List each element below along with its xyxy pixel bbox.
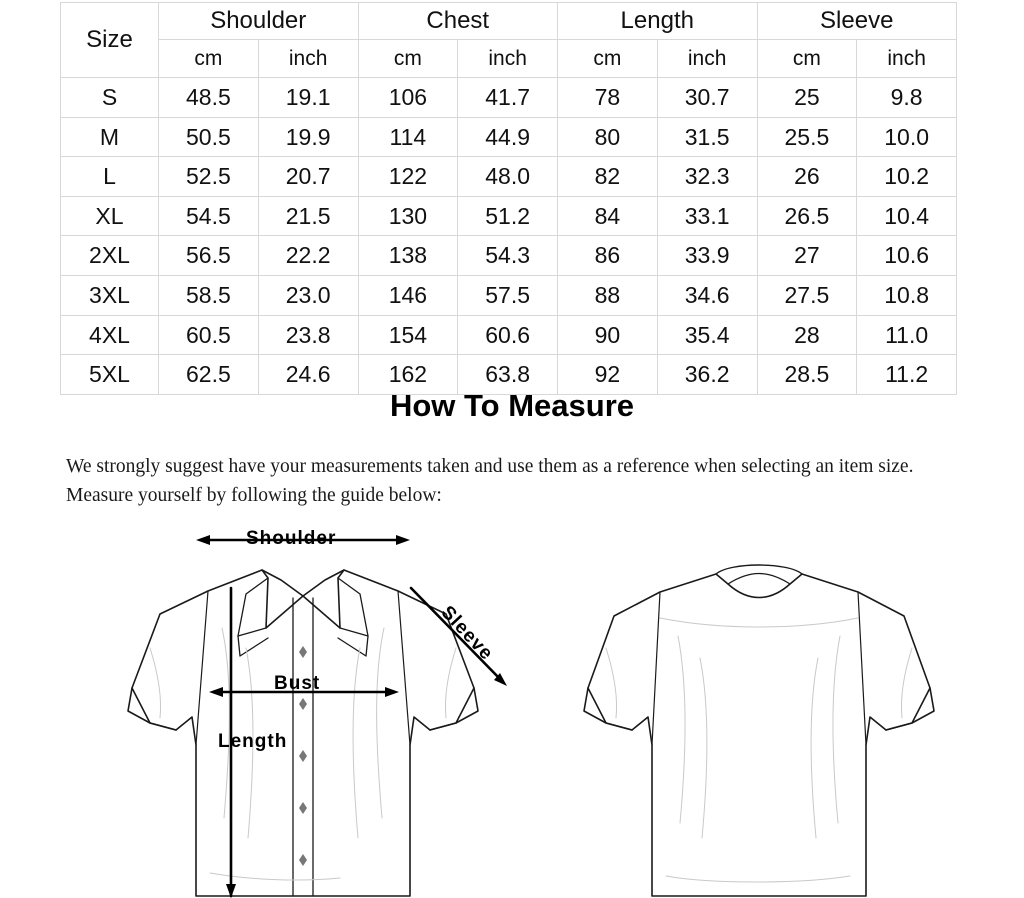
- how-to-measure-intro: [66, 452, 966, 510]
- row-size-label: L: [61, 157, 159, 197]
- cell: 84: [558, 196, 658, 236]
- cell: 10.6: [857, 236, 957, 276]
- size-chart-table-container: [60, 2, 957, 395]
- shirt-back-illustration: [584, 565, 934, 896]
- cell: 19.9: [258, 117, 358, 157]
- cell: 50.5: [159, 117, 259, 157]
- row-size-label: M: [61, 117, 159, 157]
- cell: 28: [757, 315, 857, 355]
- cell: 22.2: [258, 236, 358, 276]
- cell: 30.7: [657, 78, 757, 118]
- row-size-label: 4XL: [61, 315, 159, 355]
- header-size: Size: [61, 3, 159, 78]
- cell: 36.2: [657, 355, 757, 395]
- cell: 60.5: [159, 315, 259, 355]
- header-group-sleeve: Sleeve: [757, 3, 957, 40]
- cell: 54.5: [159, 196, 259, 236]
- arrow-heads: [196, 535, 507, 898]
- cell: 86: [558, 236, 658, 276]
- cell: 32.3: [657, 157, 757, 197]
- cell: 63.8: [458, 355, 558, 395]
- cell: 26.5: [757, 196, 857, 236]
- row-size-label: XL: [61, 196, 159, 236]
- cell: 10.8: [857, 275, 957, 315]
- cell: 162: [358, 355, 458, 395]
- cell: 25.5: [757, 117, 857, 157]
- table-row: [61, 315, 957, 355]
- table-row: [61, 78, 957, 118]
- how-to-measure-title: How To Measure: [389, 388, 635, 423]
- table-header-group-row: [61, 3, 957, 40]
- cell: 90: [558, 315, 658, 355]
- row-size-label: 2XL: [61, 236, 159, 276]
- cell: 27.5: [757, 275, 857, 315]
- header-group-length: Length: [558, 3, 758, 40]
- cell: 35.4: [657, 315, 757, 355]
- cell: 54.3: [458, 236, 558, 276]
- cell: 82: [558, 157, 658, 197]
- header-unit-chest-inch: inch: [458, 40, 558, 78]
- cell: 28.5: [757, 355, 857, 395]
- size-chart-table: [60, 2, 957, 395]
- cell: 146: [358, 275, 458, 315]
- table-row: [61, 117, 957, 157]
- cell: 130: [358, 196, 458, 236]
- cell: 20.7: [258, 157, 358, 197]
- cell: 25: [757, 78, 857, 118]
- header-unit-length-cm: cm: [558, 40, 658, 78]
- cell: 41.7: [458, 78, 558, 118]
- label-length: Length: [218, 731, 288, 752]
- cell: 21.5: [258, 196, 358, 236]
- cell: 48.5: [159, 78, 259, 118]
- table-header-unit-row: [61, 40, 957, 78]
- cell: 34.6: [657, 275, 757, 315]
- header-unit-chest-cm: cm: [358, 40, 458, 78]
- shirt-front-illustration: [128, 570, 478, 896]
- cell: 60.6: [458, 315, 558, 355]
- intro-line-2: Measure yourself by following the guide below:: [66, 485, 442, 506]
- table-row: [61, 196, 957, 236]
- cell: 33.9: [657, 236, 757, 276]
- cell: 48.0: [458, 157, 558, 197]
- header-unit-shoulder-inch: inch: [258, 40, 358, 78]
- cell: 24.6: [258, 355, 358, 395]
- row-size-label: 5XL: [61, 355, 159, 395]
- cell: 106: [358, 78, 458, 118]
- cell: 80: [558, 117, 658, 157]
- cell: 10.2: [857, 157, 957, 197]
- cell: 78: [558, 78, 658, 118]
- cell: 51.2: [458, 196, 558, 236]
- intro-line-1: We strongly suggest have your measurements taken and use them as a reference when selecting an item size.: [66, 456, 914, 477]
- cell: 58.5: [159, 275, 259, 315]
- header-unit-shoulder-cm: cm: [159, 40, 259, 78]
- cell: 92: [558, 355, 658, 395]
- header-unit-sleeve-cm: cm: [757, 40, 857, 78]
- cell: 114: [358, 117, 458, 157]
- cell: 62.5: [159, 355, 259, 395]
- cell: 56.5: [159, 236, 259, 276]
- cell: 11.0: [857, 315, 957, 355]
- table-row: [61, 157, 957, 197]
- cell: 27: [757, 236, 857, 276]
- cell: 19.1: [258, 78, 358, 118]
- cell: 154: [358, 315, 458, 355]
- cell: 52.5: [159, 157, 259, 197]
- header-group-shoulder: Shoulder: [159, 3, 359, 40]
- cell: 10.0: [857, 117, 957, 157]
- label-sleeve: Sleeve: [436, 602, 498, 665]
- measurement-diagram: [0, 518, 1024, 898]
- table-row: [61, 236, 957, 276]
- cell: 11.2: [857, 355, 957, 395]
- cell: 33.1: [657, 196, 757, 236]
- cell: 138: [358, 236, 458, 276]
- cell: 44.9: [458, 117, 558, 157]
- cell: 26: [757, 157, 857, 197]
- cell: 23.0: [258, 275, 358, 315]
- header-unit-length-inch: inch: [657, 40, 757, 78]
- cell: 10.4: [857, 196, 957, 236]
- row-size-label: S: [61, 78, 159, 118]
- label-bust: Bust: [274, 673, 321, 694]
- header-group-chest: Chest: [358, 3, 558, 40]
- label-shoulder: Shoulder: [246, 528, 337, 549]
- cell: 88: [558, 275, 658, 315]
- table-row: [61, 275, 957, 315]
- row-size-label: 3XL: [61, 275, 159, 315]
- cell: 31.5: [657, 117, 757, 157]
- cell: 122: [358, 157, 458, 197]
- shirt-diagram-svg: [0, 518, 1024, 898]
- cell: 57.5: [458, 275, 558, 315]
- cell: 9.8: [857, 78, 957, 118]
- header-unit-sleeve-inch: inch: [857, 40, 957, 78]
- cell: 23.8: [258, 315, 358, 355]
